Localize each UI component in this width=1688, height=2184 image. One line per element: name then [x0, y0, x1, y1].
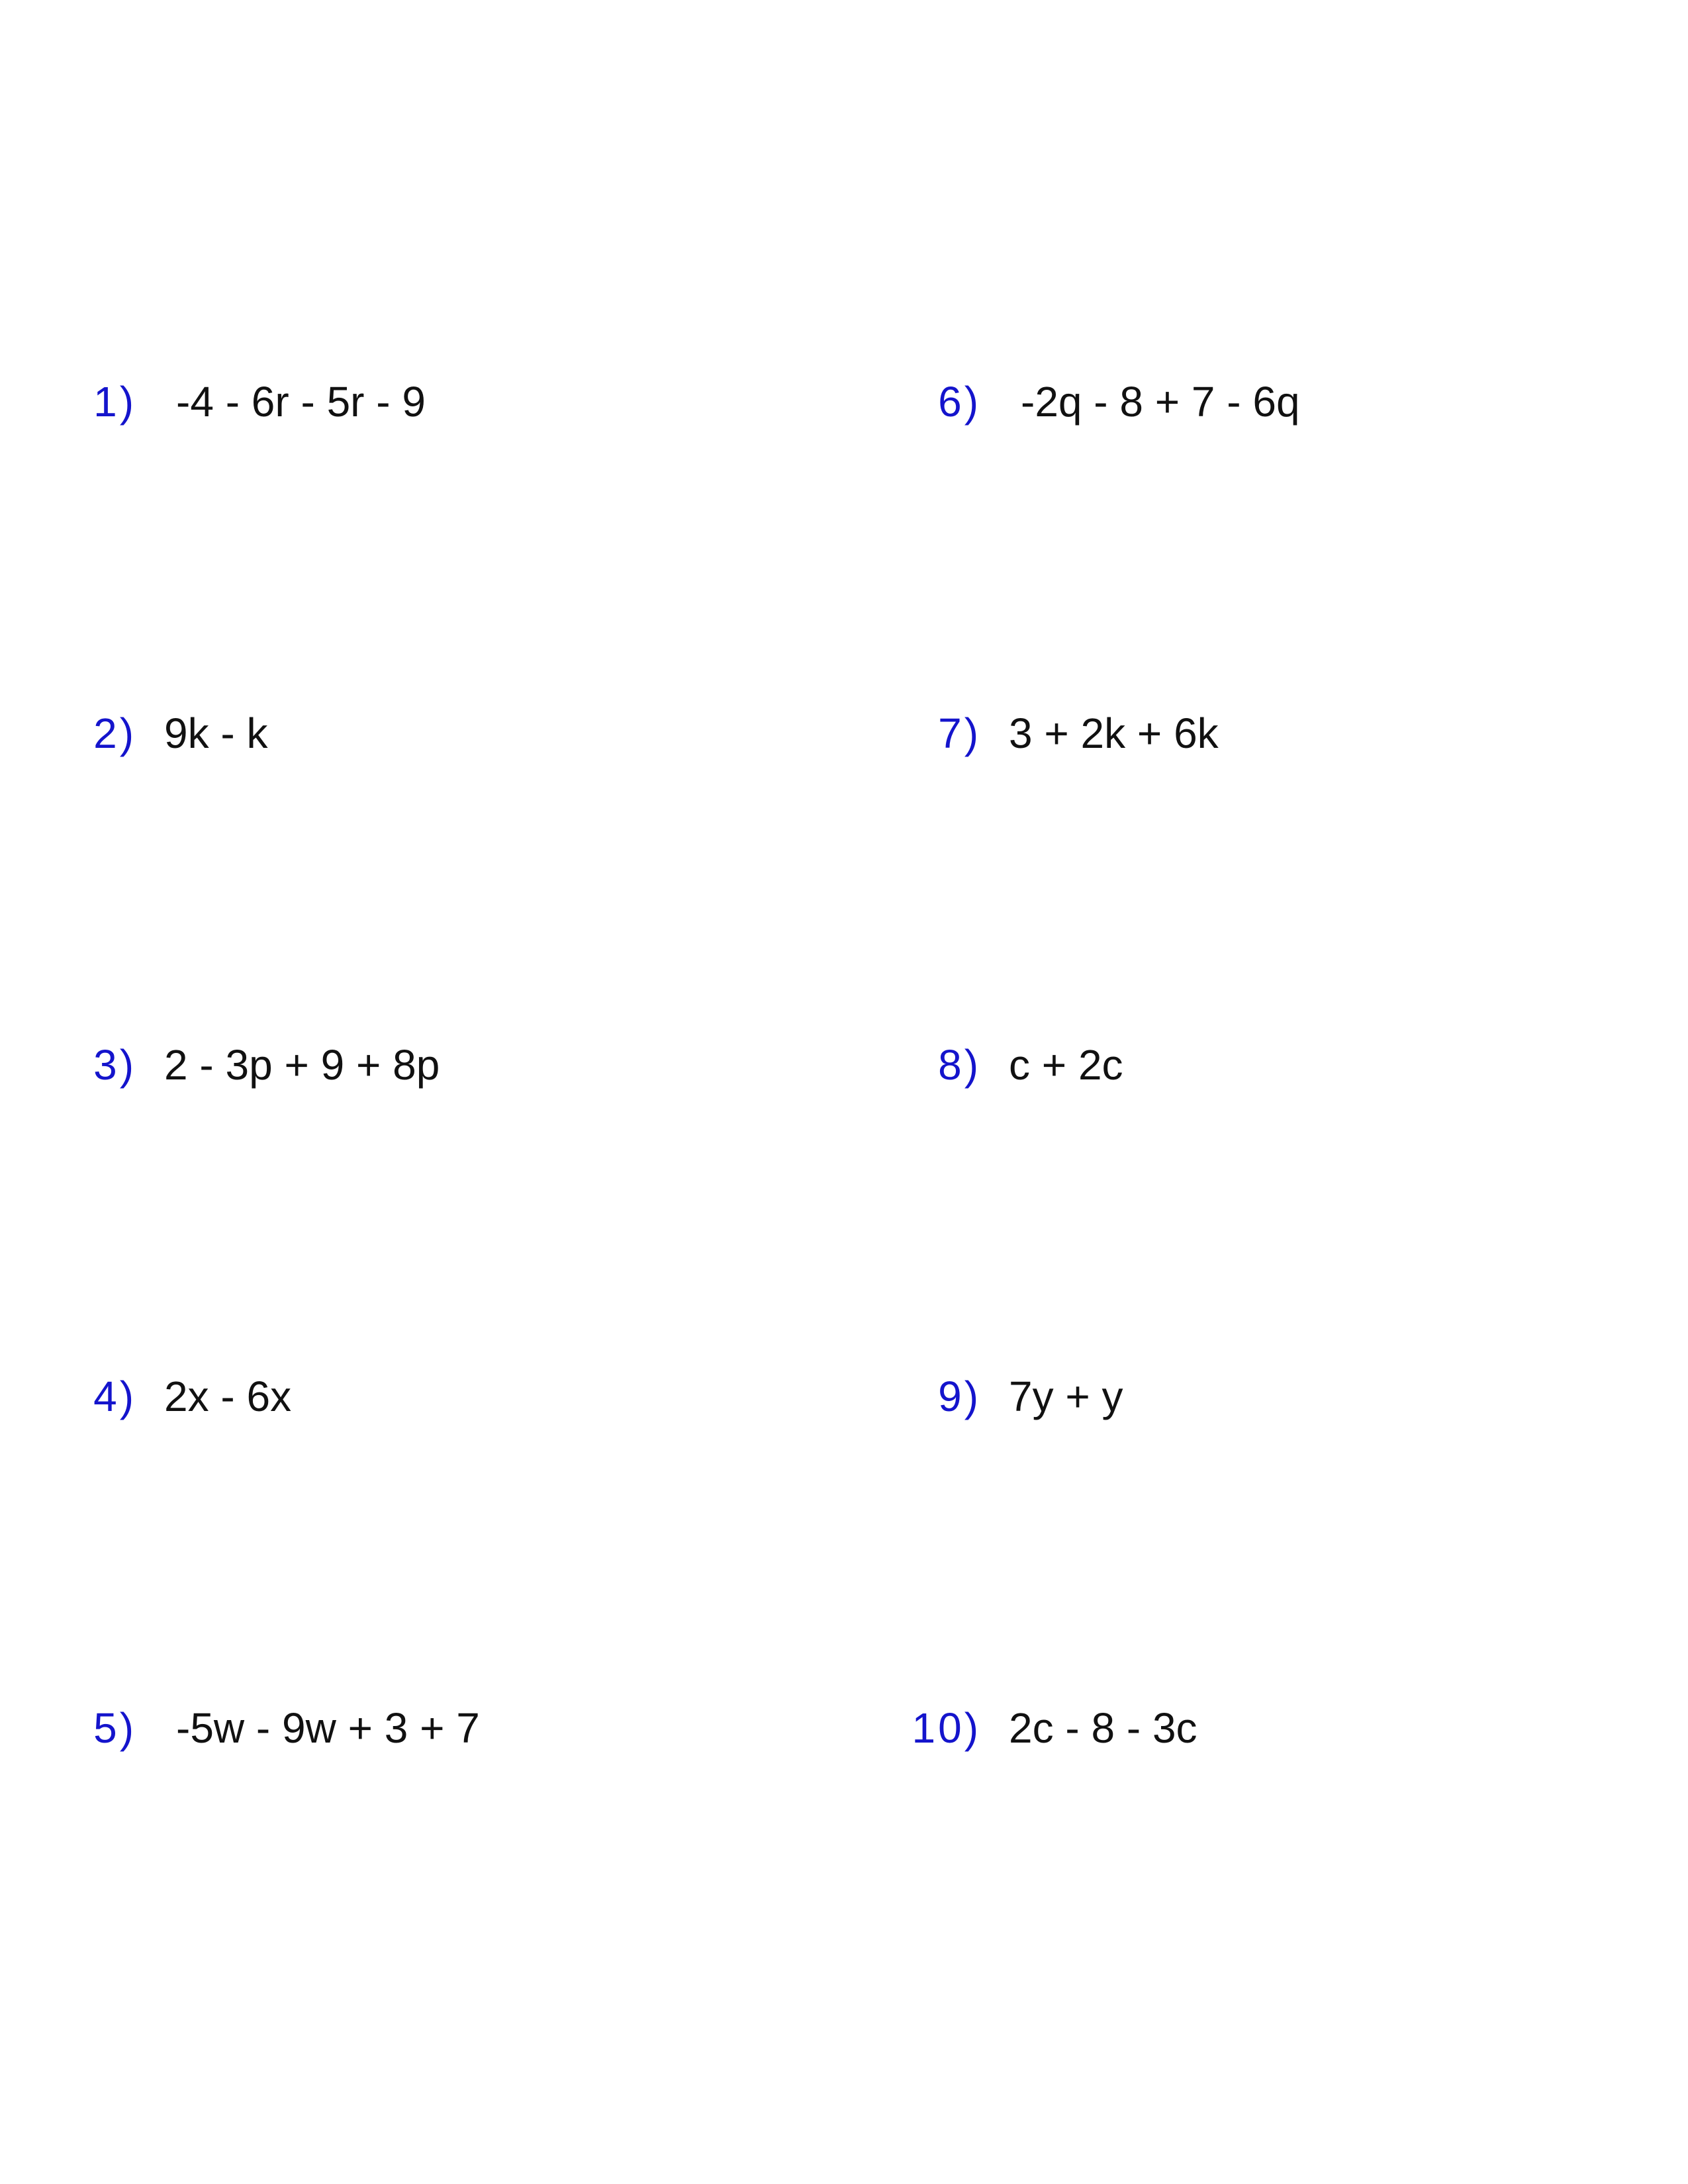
problem-4	[93, 1370, 292, 1423]
problem-3	[93, 1038, 440, 1091]
problem-expression: 9k - k	[164, 709, 268, 757]
problem-number: 5)	[93, 1704, 136, 1752]
problem-number: 8)	[938, 1041, 981, 1089]
problem-number: 3)	[93, 1041, 136, 1089]
problem-number: 6)	[938, 378, 981, 426]
problem-expression: -5w - 9w + 3 + 7	[176, 1704, 480, 1752]
problem-number: 4)	[93, 1373, 136, 1420]
problem-expression: 7y + y	[1009, 1373, 1123, 1420]
problem-expression: c + 2c	[1009, 1041, 1123, 1089]
problem-expression: 2x - 6x	[164, 1373, 292, 1420]
problem-number: 2)	[93, 709, 136, 757]
problem-2	[93, 707, 268, 760]
problem-5	[93, 1702, 480, 1754]
problem-10	[912, 1702, 1197, 1754]
problem-expression: 2 - 3p + 9 + 8p	[164, 1041, 440, 1089]
problem-number: 9)	[938, 1373, 981, 1420]
problem-number: 10)	[912, 1704, 981, 1752]
problem-1	[93, 375, 426, 428]
problem-number: 1)	[93, 378, 136, 426]
problem-expression: 3 + 2k + 6k	[1009, 709, 1219, 757]
problem-expression: 2c - 8 - 3c	[1009, 1704, 1197, 1752]
problem-6	[938, 375, 1300, 428]
problem-9	[938, 1370, 1123, 1423]
problem-expression: -4 - 6r - 5r - 9	[176, 378, 426, 426]
problem-expression: -2q - 8 + 7 - 6q	[1021, 378, 1300, 426]
problem-7	[938, 707, 1219, 760]
problem-number: 7)	[938, 709, 981, 757]
problem-8	[938, 1038, 1123, 1091]
